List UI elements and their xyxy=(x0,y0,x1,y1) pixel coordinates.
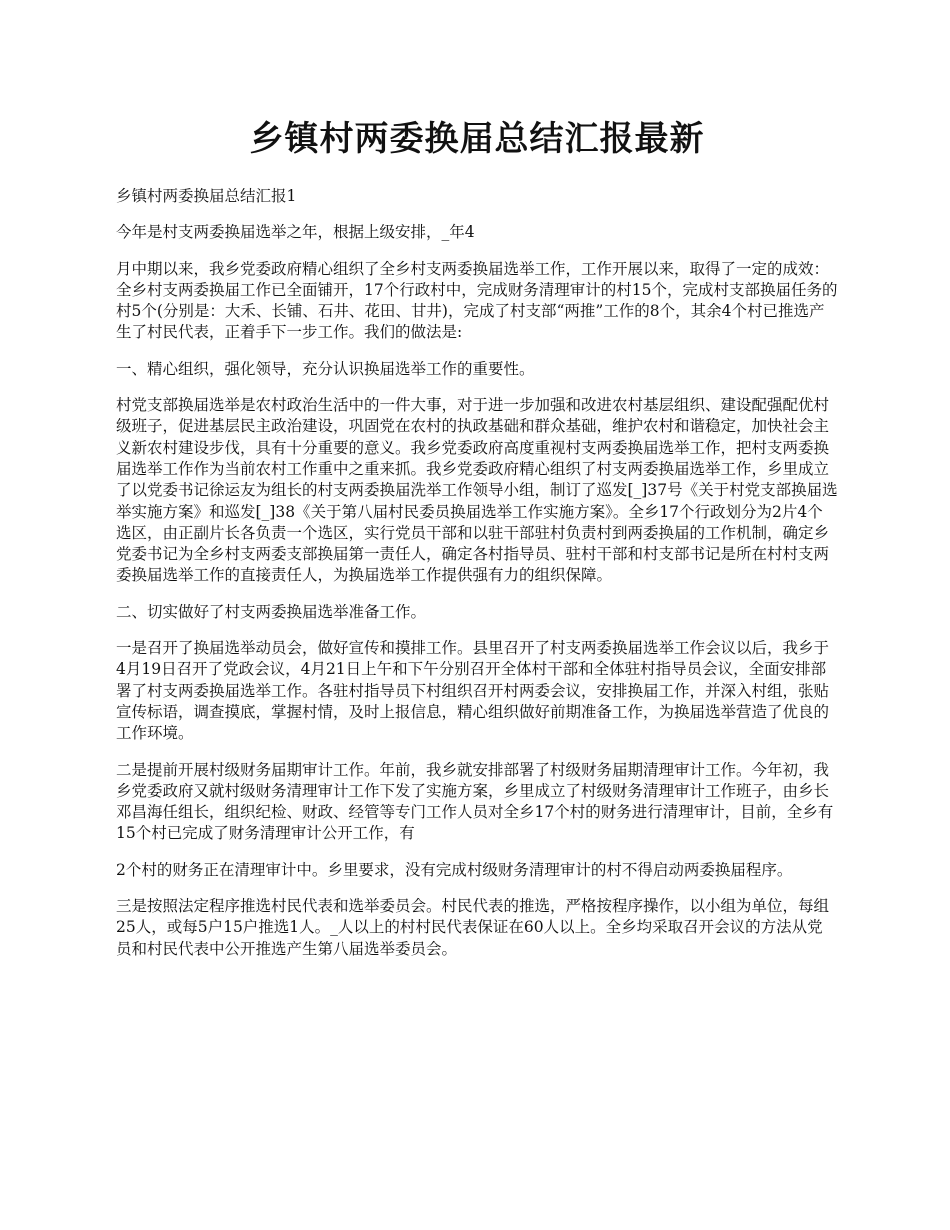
body-paragraph: 三是按照法定程序推选村民代表和选举委员会。村民代表的推选，严格按程序操作，以小组为单位，每组25人，或每5户15户推选1人。_人以上的村村民代表保证在60人以上。全乡均采取召开会议的方法从党员和村民代表中公开推选产生第八届选举委员会。 xyxy=(116,897,830,958)
document-body xyxy=(116,186,838,960)
document-title: 乡镇村两委换届总结汇报最新 xyxy=(249,119,705,159)
body-paragraph: 村党支部换届选举是农村政治生活中的一件大事，对于进一步加强和改进农村基层组织、建设配强配优村级班子，促进基层民主政治建设，巩固党在农村的执政基础和群众基础，维护农村和谐稳定，加快社会主义新农村建设步伐，具有十分重要的意义。我乡党委政府高度重视村支两委换届选举工作，把村支两委换届选举工作作为当前农村工作重中之重来抓。我乡党委政府精心组织了村支两委换届选举工作，乡里成立了以党委书记徐运友为组长的村支两委换届洗举工作领导小组，制订了巡发[_]37号《关于村党支部换届选举实施方案》和巡发[_]38《关于第八届村民委员换届选举工作实施方案》。全乡17个行政划分为2片4个选区，由正副片长各负责一个选区，实行党员干部和以驻干部驻村负责村到两委换届的工作机制，确定乡党委书记为全乡村支两委支部换届第一责任人，确定各村指导员、驻村干部和村支部书记是所在村村支两委换届选举工作的直接责任人，为换届选举工作提供强有力的组织保障。 xyxy=(116,396,838,585)
body-paragraph: 一是召开了换届选举动员会，做好宣传和摸排工作。县里召开了村支两委换届选举工作会议以后，我乡于4月19日召开了党政会议，4月21日上午和下午分别召开全体村干部和全体驻村指导员会议，全面安排部署了村支两委换届选举工作。各驻村指导员下村组织召开村两委会议，安排换届工作，并深入村组，张贴宣传标语，调查摸底，掌握村情，及时上报信息，精心组织做好前期准备工作，为换届选举营造了优良的工作环境。 xyxy=(116,639,830,743)
overview-paragraph: 月中期以来，我乡党委政府精心组织了全乡村支两委换届选举工作，工作开展以来，取得了一定的成效：全乡村支两委换届工作已全面铺开，17个行政村中，完成财务清理审计的村15个，完成村支部换届任务的村5个(分别是：大禾、长铺、石井、花田、甘井)，完成了村支部“两推”工作的8个，其余4个村已推选产生了村民代表，正着手下一步工作。我们的做法是: xyxy=(116,259,838,342)
section-heading-1: 一、精心组织，强化领导，充分认识换届选举工作的重要性。 xyxy=(116,359,535,378)
body-paragraph: 二是提前开展村级财务届期审计工作。年前，我乡就安排部署了村级财务届期清理审计工作。今年初，我乡党委政府又就村级财务清理审计工作下发了实施方案，乡里成立了村级财务清理审计工作班子，由乡长邓昌海任组长，组织纪检、财政、经管等专门工作人员对全乡17个村的财务进行清理审计，目前，全乡有15个村已完成了财务清理审计公开工作，有 xyxy=(116,760,834,843)
section-heading-2: 二、切实做好了村支两委换届选举准备工作。 xyxy=(116,602,427,621)
subtitle-paragraph: 乡镇村两委换届总结汇报1 xyxy=(116,187,297,205)
body-paragraph: 2个村的财务正在清理审计中。乡里要求，没有完成村级财务清理审计的村不得启动两委换届程序。 xyxy=(116,860,793,879)
intro-paragraph: 今年是村支两委换届选举之年，根据上级安排，_年4 xyxy=(116,223,475,242)
